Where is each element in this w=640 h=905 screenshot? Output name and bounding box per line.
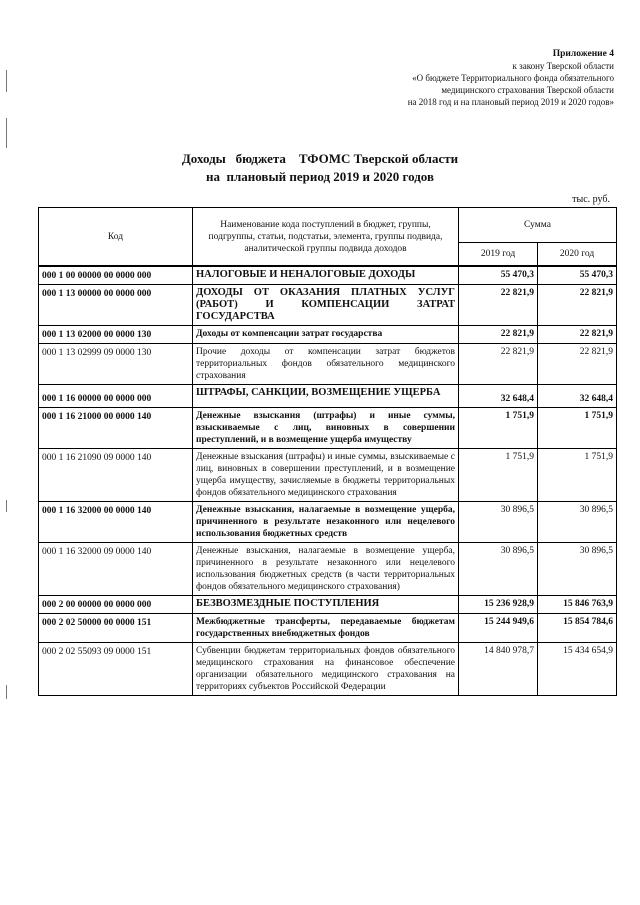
appendix-title: Приложение 4 [552, 49, 614, 59]
row-2019: 22 821,9 [459, 344, 538, 385]
row-2019: 32 648,4 [459, 385, 538, 408]
appendix-line: на 2018 год и на плановый период 2019 и 2020 годов» [407, 97, 614, 107]
row-2020: 22 821,9 [538, 326, 617, 344]
header-sum: Сумма [459, 208, 617, 243]
table-row [39, 596, 617, 614]
row-2020: 15 854 784,6 [538, 614, 617, 643]
row-2019: 22 821,9 [459, 285, 538, 326]
row-code: 000 1 13 00000 00 0000 000 [39, 285, 193, 326]
header-2019: 2019 год [459, 243, 538, 267]
row-2019: 30 896,5 [459, 543, 538, 596]
row-2019: 15 244 949,6 [459, 614, 538, 643]
row-2019: 1 751,9 [459, 449, 538, 502]
row-name: Денежные взыскания (штрафы) и иные суммы, взыскиваемые с лиц, виновных в совершении преступлений, и в возмещение ущерба имуществу [193, 408, 459, 449]
row-code: 000 1 13 02999 09 0000 130 [39, 344, 193, 385]
row-code: 000 1 16 21090 09 0000 140 [39, 449, 193, 502]
header-2020: 2020 год [538, 243, 617, 267]
margin-mark [6, 500, 7, 512]
row-name: ДОХОДЫ ОТ ОКАЗАНИЯ ПЛАТНЫХ УСЛУГ (РАБОТ) И КОМПЕНСАЦИИ ЗАТРАТ ГОСУДАРСТВА [193, 285, 459, 326]
table-row [39, 643, 617, 696]
margin-mark [6, 118, 7, 148]
title-line-1: Доходы бюджета ТФОМС Тверской области [181, 151, 459, 166]
row-code: 000 2 02 50000 00 0000 151 [39, 614, 193, 643]
row-2020: 1 751,9 [538, 449, 617, 502]
row-2020: 1 751,9 [538, 408, 617, 449]
margin-mark [6, 70, 7, 92]
row-code: 000 1 13 02000 00 0000 130 [39, 326, 193, 344]
row-code: 000 1 16 32000 09 0000 140 [39, 543, 193, 596]
table-row [39, 385, 617, 408]
row-code: 000 2 00 00000 00 0000 000 [39, 596, 193, 614]
row-code: 000 2 02 55093 09 0000 151 [39, 643, 193, 696]
margin-mark [6, 685, 7, 699]
header-name: Наименование кода поступлений в бюджет, группы, подгруппы, статьи, подстатьи, элемента, группы подвида, аналитической группы подвида доходов [193, 208, 459, 267]
title-line-2: на плановый период 2019 и 2020 годов [205, 169, 434, 184]
row-name: Субвенции бюджетам территориальных фондов обязательного медицинского страхования на финансовое обеспечение организации обязательного медицинского страхования на территориях субъектов Российской Федерации [193, 643, 459, 696]
row-code: 000 1 16 21000 00 0000 140 [39, 408, 193, 449]
document-title [0, 150, 640, 186]
row-code: 000 1 00 00000 00 0000 000 [39, 266, 193, 285]
row-2020: 15 846 763,9 [538, 596, 617, 614]
row-name: ШТРАФЫ, САНКЦИИ, ВОЗМЕЩЕНИЕ УЩЕРБА [193, 385, 459, 408]
appendix-line: к закону Тверской области [512, 61, 614, 71]
appendix-line: медицинского страхования Тверской области [441, 85, 614, 95]
row-2019: 15 236 928,9 [459, 596, 538, 614]
row-code: 000 1 16 32000 00 0000 140 [39, 502, 193, 543]
row-2020: 30 896,5 [538, 543, 617, 596]
row-2020: 32 648,4 [538, 385, 617, 408]
row-2020: 22 821,9 [538, 344, 617, 385]
row-name: Денежные взыскания, налагаемые в возмещение ущерба, причиненного в результате незаконного или нецелевого использования бюджетных средств (в части территориальных фондов обязательного медицинского страхования) [193, 543, 459, 596]
table-row [39, 326, 617, 344]
table-row [39, 266, 617, 285]
table-row [39, 408, 617, 449]
unit-label: тыс. руб. [572, 194, 610, 205]
row-2020: 15 434 654,9 [538, 643, 617, 696]
row-code: 000 1 16 00000 00 0000 000 [39, 385, 193, 408]
revenue-table [38, 207, 617, 696]
row-2020: 22 821,9 [538, 285, 617, 326]
header-code: Код [39, 208, 193, 267]
table-row [39, 543, 617, 596]
appendix-line: «О бюджете Территориального фонда обязательного [412, 73, 614, 83]
table-row [39, 449, 617, 502]
table-row [39, 502, 617, 543]
row-name: Денежные взыскания (штрафы) и иные суммы, взыскиваемые с лиц, виновных в совершении преступлений, и в возмещение ущерба имуществу, зачисляемые в бюджеты территориальных фондов обязательного медицинского страхования [193, 449, 459, 502]
row-2019: 1 751,9 [459, 408, 538, 449]
table-row [39, 344, 617, 385]
row-name: Прочие доходы от компенсации затрат бюджетов территориальных фондов обязательного медицинского страхования [193, 344, 459, 385]
row-2019: 14 840 978,7 [459, 643, 538, 696]
row-name: Межбюджетные трансферты, передаваемые бюджетам государственных внебюджетных фондов [193, 614, 459, 643]
table-row [39, 285, 617, 326]
row-name: НАЛОГОВЫЕ И НЕНАЛОГОВЫЕ ДОХОДЫ [193, 266, 459, 285]
row-2019: 30 896,5 [459, 502, 538, 543]
row-2020: 55 470,3 [538, 266, 617, 285]
row-2019: 55 470,3 [459, 266, 538, 285]
appendix-block [408, 48, 614, 108]
row-2020: 30 896,5 [538, 502, 617, 543]
table-row [39, 614, 617, 643]
row-2019: 22 821,9 [459, 326, 538, 344]
row-name: БЕЗВОЗМЕЗДНЫЕ ПОСТУПЛЕНИЯ [193, 596, 459, 614]
row-name: Денежные взыскания, налагаемые в возмещение ущерба, причиненного в результате незаконного или нецелевого использования бюджетных средств [193, 502, 459, 543]
row-name: Доходы от компенсации затрат государства [193, 326, 459, 344]
